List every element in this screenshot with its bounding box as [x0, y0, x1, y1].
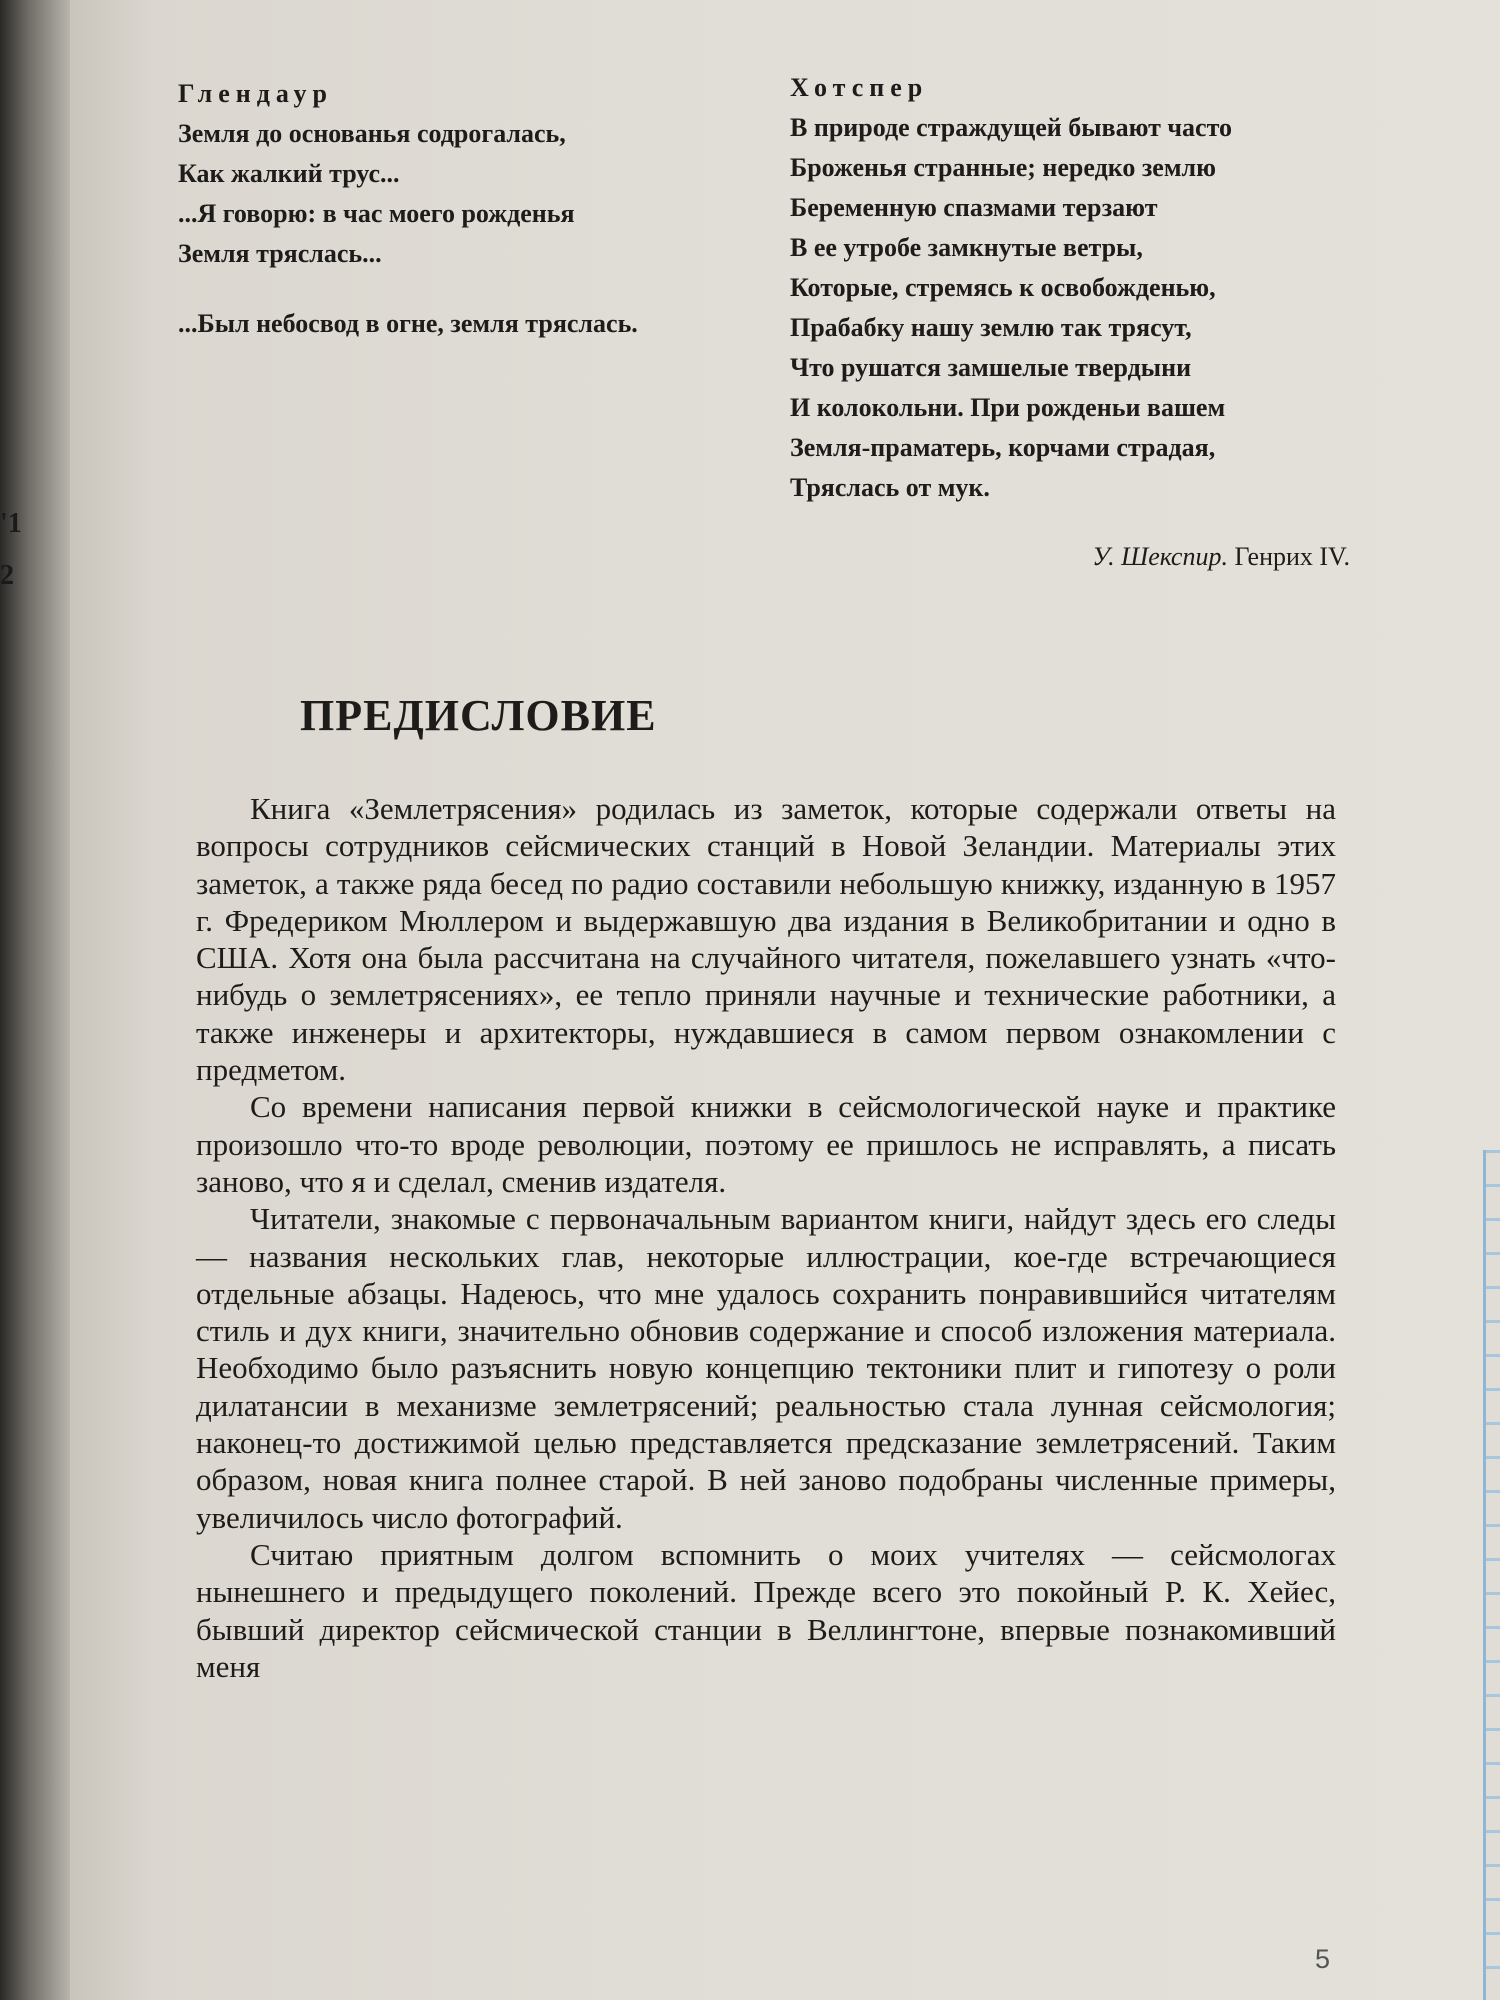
- paragraph: Считаю приятным долгом вспомнить о моих учителях — сейсмологах нынешнего и предыдущего поколений. Прежде всего это покойный Р. К. Хейес, бывший директор сейсмической станции в Веллингтоне, впервые познакомивший меня: [196, 1536, 1336, 1684]
- verse-line: В природе страждущей бывают часто: [790, 113, 1232, 142]
- book-gutter: [0, 0, 70, 2000]
- preface-body: [196, 790, 1336, 1685]
- verse-line: Земля до основанья содрогалась,: [178, 119, 566, 148]
- verse-line: Что рушатся замшелые твердыни: [790, 353, 1192, 382]
- speaker-glendower: Глендаур: [178, 79, 334, 108]
- verse-line: ...Был небосвод в огне, земля тряслась.: [178, 309, 638, 338]
- verse-line: ...Я говорю: в час моего рожденья: [178, 199, 575, 228]
- verse-line: Земля тряслась...: [178, 239, 382, 268]
- paragraph: Книга «Землетрясения» родилась из заметок, которые содержали ответы на вопросы сотрудников сейсмических станций в Новой Зеландии. Материалы этих заметок, а также ряда бесед по радио составили небольшую книжку, изданную в 1957 г. Фредериком Мюллером и выдержавшую два издания в Великобритании и одно в США. Хотя она была рассчитана на случайного читателя, пожелавшего узнать «что-нибудь о землетрясениях», ее тепло приняли научные и технические работники, а также инженеры и архитекторы, нуждавшиеся в самом первом ознакомлении с предметом.: [196, 791, 1336, 1088]
- paragraph: Со времени написания первой книжки в сейсмологической науке и практике произошло что-то вроде революции, поэтому ее пришлось не исправлять, а писать заново, что я и сделал, сменив издателя.: [196, 1089, 1336, 1199]
- paragraph: Читатели, знакомые с первоначальным вариантом книги, найдут здесь его следы — названия нескольких глав, некоторые иллюстрации, кое-где встречающиеся отдельные абзацы. Надеюсь, что мне удалось сохранить понравившийся читателям стиль и дух книги, значительно обновив содержание и способ изложения материала. Необходимо было разъяснить новую концепцию тектоники плит и гипотезу о роли дилатансии в механизме землетрясений; реальностью стала лунная сейсмология; наконец-то достижимой целью представляется предсказание землетрясений. Таким образом, новая книга полнее старой. В ней заново подобраны численные примеры, увеличилось число фотографий.: [196, 1201, 1336, 1535]
- epigraph-attribution: [1092, 542, 1350, 572]
- verse-line: И колокольни. При рожденьи вашем: [790, 393, 1226, 422]
- verse-line: Беременную спазмами терзают: [790, 193, 1158, 222]
- verse-line: В ее утробе замкнутые ветры,: [790, 233, 1143, 262]
- speaker-hotspur: Хотспер: [790, 73, 929, 102]
- page-number: 5: [1314, 1944, 1330, 1974]
- attribution-work: Генрих IV.: [1234, 542, 1350, 571]
- margin-mark-1: '1: [0, 508, 22, 539]
- verse-line: Как жалкий трус...: [178, 159, 400, 188]
- verse-line: Тряслась от мук.: [790, 473, 990, 502]
- epigraph-right: [790, 68, 1232, 508]
- verse-line: Земля-праматерь, корчами страдая,: [790, 433, 1216, 462]
- adjacent-notebook-edge: [1483, 1150, 1500, 2000]
- verse-line: Которые, стремясь к освобожденью,: [790, 273, 1216, 302]
- epigraph-left: [178, 74, 638, 344]
- attribution-author: У. Шекспир.: [1092, 542, 1228, 571]
- verse-line: Броженья странные; нередко землю: [790, 153, 1217, 182]
- verse-line: Прабабку нашу землю так трясут,: [790, 313, 1192, 342]
- margin-mark-2: 2: [0, 560, 14, 591]
- section-heading: ПРЕДИСЛОВИЕ: [300, 691, 657, 740]
